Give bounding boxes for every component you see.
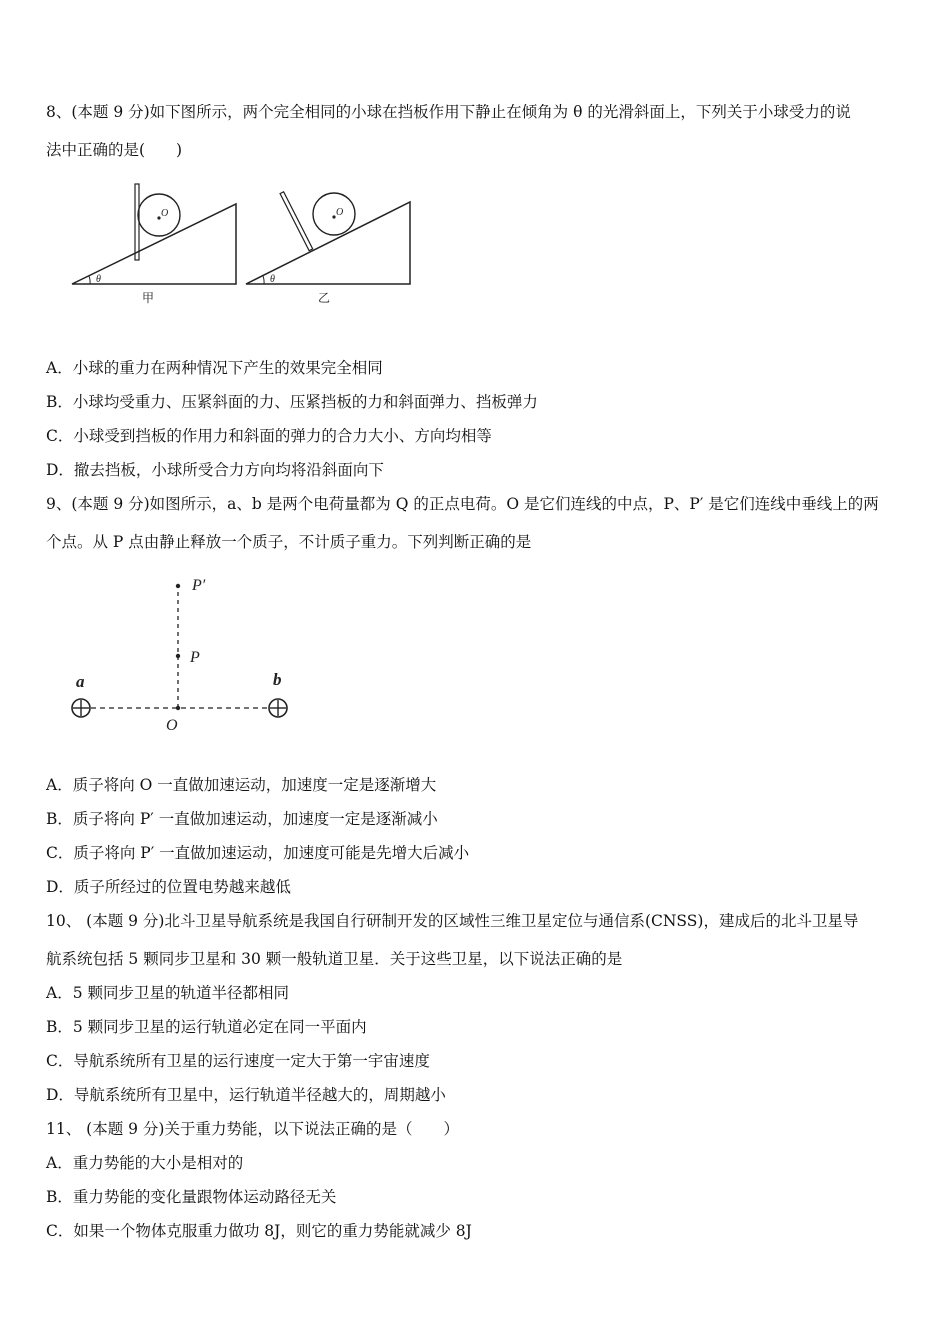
- q8-option-d: D．撤去挡板，小球所受合力方向均将沿斜面向下: [46, 461, 384, 479]
- q11-option-a: A．重力势能的大小是相对的: [46, 1154, 244, 1172]
- q8-figure: [60, 178, 420, 308]
- incline-right: [246, 202, 410, 284]
- figure-label-yi: 乙: [318, 291, 331, 305]
- q8-option-b: B．小球均受重力、压紧斜面的力、压紧挡板的力和斜面弹力、挡板弹力: [46, 393, 538, 411]
- q9-option-b: B．质子将向 P′ 一直做加速运动，加速度一定是逐渐减小: [46, 810, 438, 828]
- label-p-prime: P′: [192, 577, 206, 594]
- q9-option-c: C．质子将向 P′ 一直做加速运动，加速度可能是先增大后减小: [46, 844, 470, 862]
- q10-stem-line1: 10、 (本题 9 分)北斗卫星导航系统是我国自行研制开发的区域性三维卫星定位与通信系(CNSS)，建成后的北斗卫星导: [46, 912, 859, 930]
- ball-right: [313, 193, 355, 235]
- q10-option-b: B．5 颗同步卫星的运行轨道必定在同一平面内: [46, 1018, 367, 1036]
- angle-right-label: θ: [270, 274, 275, 285]
- baffle-tilted: [280, 192, 313, 251]
- angle-left-label: θ: [96, 274, 101, 285]
- figure-label-jia: 甲: [142, 291, 155, 305]
- q10-option-d: D．导航系统所有卫星中，运行轨道半径越大的，周期越小: [46, 1086, 446, 1104]
- label-p: P: [190, 649, 200, 666]
- q8-stem-line2: 法中正确的是( ): [46, 141, 183, 159]
- label-o: O: [166, 717, 178, 734]
- q11-option-b: B．重力势能的变化量跟物体运动路径无关: [46, 1188, 337, 1206]
- label-a: a: [76, 672, 85, 691]
- q9-option-a: A．质子将向 O 一直做加速运动，加速度一定是逐渐增大: [46, 776, 437, 794]
- q9-stem-line1: 9、(本题 9 分)如图所示，a、b 是两个电荷量都为 Q 的正点电荷。O 是它们连线的中点，P、P′ 是它们连线中垂线上的两: [46, 495, 879, 513]
- ball-left-center-label: O: [161, 208, 169, 219]
- ball-right-center-label: O: [336, 207, 344, 218]
- q10-option-c: C．导航系统所有卫星的运行速度一定大于第一宇宙速度: [46, 1052, 430, 1070]
- q11-stem-line1: 11、 (本题 9 分)关于重力势能，以下说法正确的是（ ）: [46, 1120, 459, 1138]
- q8-stem-line1: 8、(本题 9 分)如下图所示，两个完全相同的小球在挡板作用下静止在倾角为 θ 的光滑斜面上，下列关于小球受力的说: [46, 103, 851, 121]
- q9-option-d: D．质子所经过的位置电势越来越低: [46, 878, 291, 896]
- q8-option-c: C．小球受到挡板的作用力和斜面的弹力的合力大小、方向均相等: [46, 427, 492, 445]
- point-p-prime: [176, 584, 180, 588]
- q10-option-a: A．5 颗同步卫星的轨道半径都相同: [46, 984, 289, 1002]
- q8-option-a: A．小球的重力在两种情况下产生的效果完全相同: [46, 359, 383, 377]
- baffle-vertical: [135, 184, 139, 260]
- q9-stem-line2: 个点。从 P 点由静止释放一个质子，不计质子重力。下列判断正确的是: [46, 533, 532, 551]
- label-b: b: [273, 670, 282, 689]
- q10-stem-line2: 航系统包括 5 颗同步卫星和 30 颗一般轨道卫星．关于这些卫星，以下说法正确的是: [46, 950, 623, 968]
- ball-left: [138, 194, 180, 236]
- q11-option-c: C．如果一个物体克服重力做功 8J，则它的重力势能就减少 8J: [46, 1222, 472, 1240]
- incline-left: [72, 204, 236, 284]
- q9-figure: [60, 568, 320, 738]
- point-p: [176, 654, 180, 658]
